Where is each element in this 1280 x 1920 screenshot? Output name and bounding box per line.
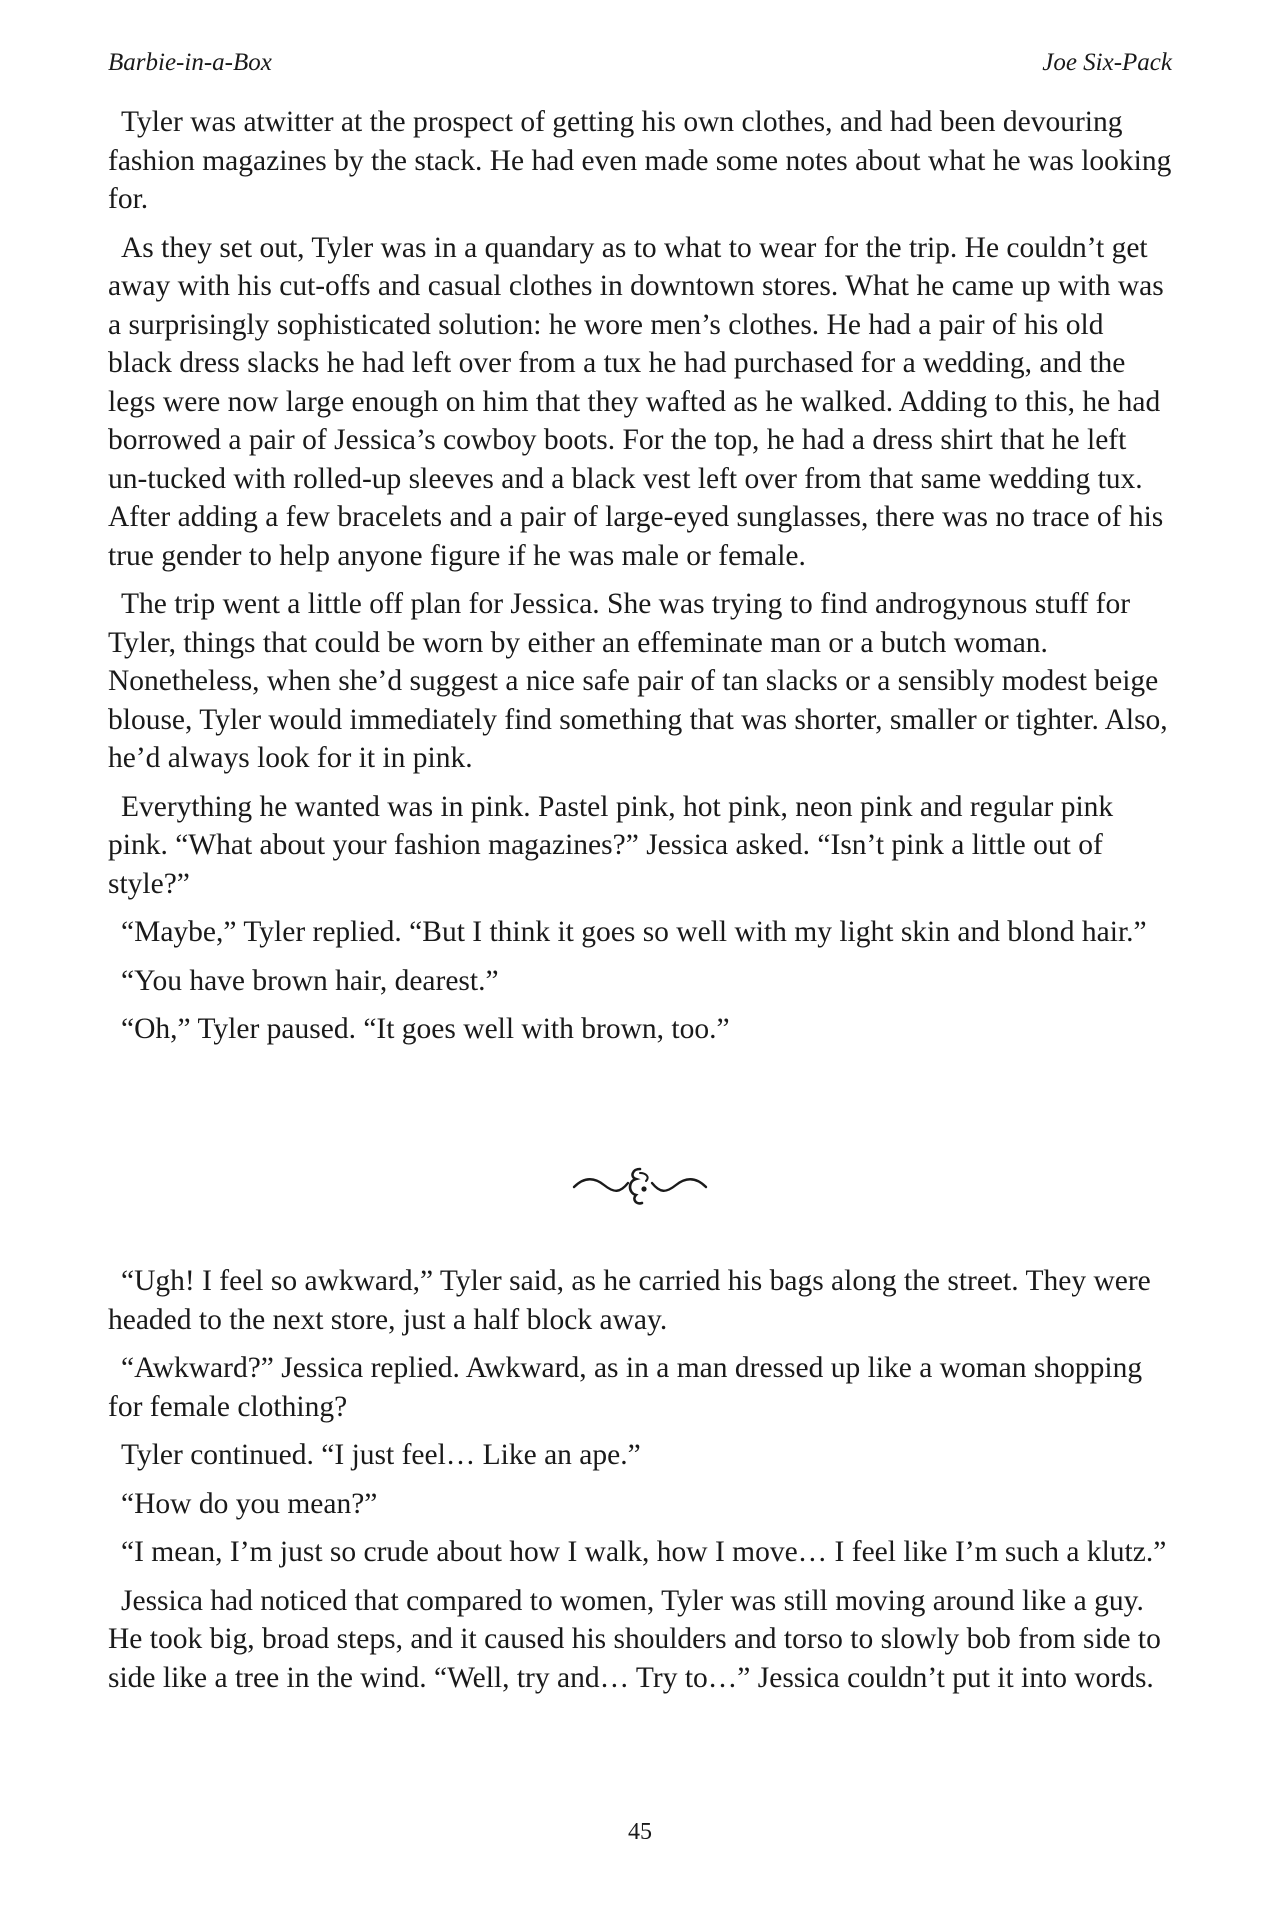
page-number: 45 [628, 1819, 652, 1845]
paragraph: Everything he wanted was in pink. Pastel pink, hot pink, neon pink and regular pink pink. “What about your fashion magazines?” Jessica asked. “Isn’t pink a little out of style?” [108, 790, 1114, 900]
paragraph: “Oh,” Tyler paused. “It goes well with brown, too.” [121, 1013, 730, 1045]
header-chapter-title: Joe Six-Pack [1042, 49, 1172, 76]
section-two-text [108, 1262, 1172, 1707]
section-one-text [108, 103, 1172, 1059]
section-break [0, 1163, 1280, 1212]
paragraph: As they set out, Tyler was in a quandary as to what to wear for the trip. He couldn’t get away with his cut-offs and casual clothes in downtown stores. What he came up with was a surprisingly sophisticated solution: he wore men’s clothes. He had a pair of his old black dress slacks he had left over from a tux he had purchased for a wedding, and the legs were now large enough on him that they wafted as he walked. Adding to this, he had borrowed a pair of Jessica’s cowboy boots. For the top, he had a dress shirt that he left un-tucked with rolled-up sleeves and a black vest left over from that same wedding tux. After adding a few bracelets and a pair of large-eyed sunglasses, there was no trace of his true gender to help anyone figure if he was male or female. [108, 231, 1164, 572]
header-book-title: Barbie-in-a-Box [108, 49, 272, 76]
paragraph: “Ugh! I feel so awkward,” Tyler said, as he carried his bags along the street. They were headed to the next store, just a half block away. [108, 1265, 1151, 1336]
paragraph: “Awkward?” Jessica replied. Awkward, as in a man dressed up like a woman shopping for female clothing? [108, 1352, 1143, 1423]
fleuron-divider-icon [570, 1163, 710, 1207]
paragraph: “Maybe,” Tyler replied. “But I think it goes so well with my light skin and blond hair.” [121, 916, 1147, 948]
paragraph: The trip went a little off plan for Jessica. She was trying to find androgynous stuff for Tyler, things that could be worn by either an effeminate man or a butch woman. Nonetheless, when she’d suggest a nice safe pair of tan slacks or a sensibly modest beige blouse, Tyler would immediately find something that was shorter, smaller or tighter. Also, he’d always look for it in pink. [108, 588, 1168, 774]
paragraph: “I mean, I’m just so crude about how I walk, how I move… I feel like I’m such a klutz.” [121, 1536, 1167, 1568]
paragraph: Tyler continued. “I just feel… Like an ape.” [121, 1439, 641, 1471]
paragraph: Tyler was atwitter at the prospect of getting his own clothes, and had been devouring fashion magazines by the stack. He had even made some notes about what he was looking for. [108, 106, 1172, 215]
paragraph: “How do you mean?” [121, 1487, 378, 1520]
running-header [108, 48, 1172, 78]
paragraph: Jessica had noticed that compared to women, Tyler was still moving around like a guy. He took big, broad steps, and it caused his shoulders and torso to slowly bob from side to side like a tree in the wind. “Well, try and… Try to…” Jessica couldn’t put it into words. [108, 1584, 1161, 1694]
paragraph: “You have brown hair, dearest.” [121, 964, 499, 997]
